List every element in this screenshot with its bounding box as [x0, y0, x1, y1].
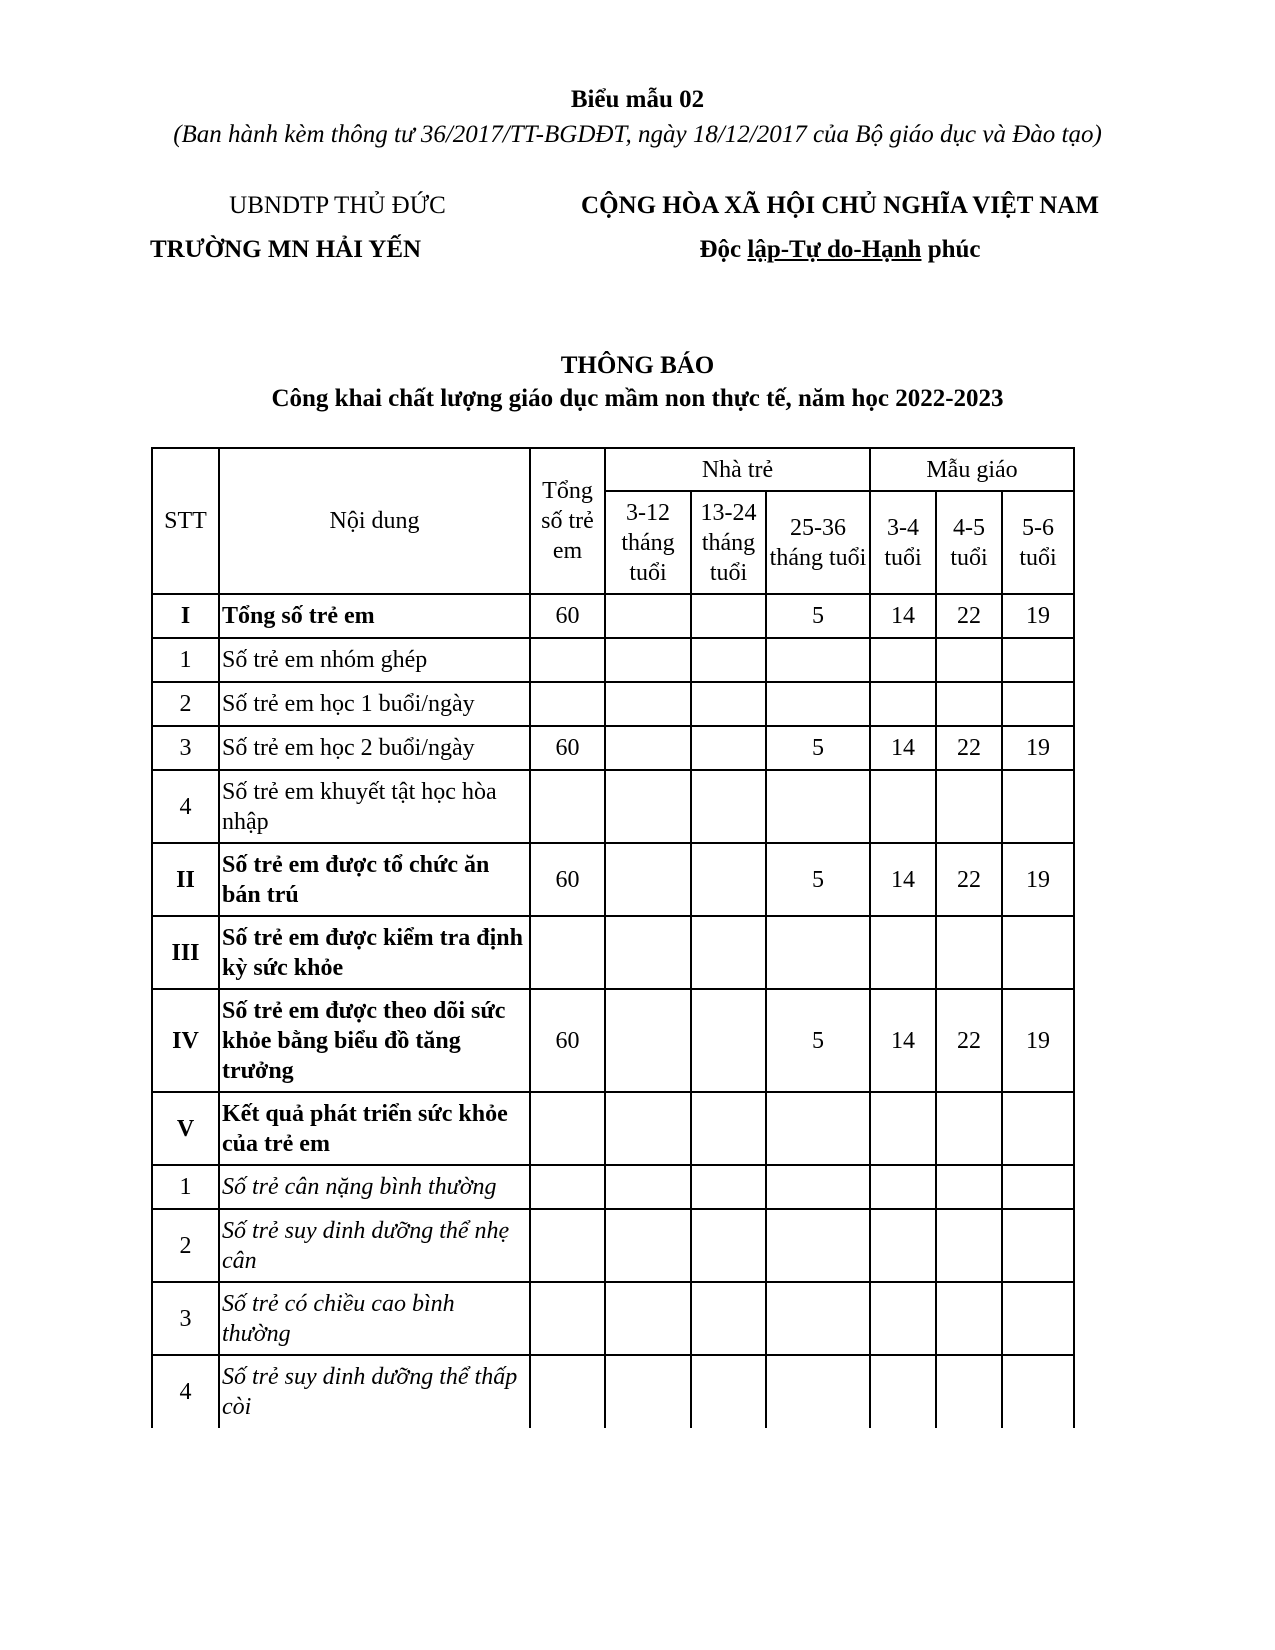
row-content: Số trẻ em được tổ chức ăn bán trú [219, 843, 530, 916]
row-value-c5 [936, 770, 1002, 843]
row-value-total: 60 [530, 843, 605, 916]
row-value-c6 [1002, 1092, 1074, 1165]
row-value-total [530, 1209, 605, 1282]
national-motto [555, 236, 1125, 264]
school-name: TRƯỜNG MN HẢI YẾN [150, 236, 422, 263]
row-value-c1 [605, 1209, 691, 1282]
table-row [152, 1282, 1074, 1355]
row-value-c3: 5 [766, 843, 870, 916]
header-total: Tổng số trẻ em [530, 448, 605, 594]
row-value-c1 [605, 638, 691, 682]
row-stt: 1 [152, 638, 219, 682]
header-age-25-36-months: 25-36 tháng tuổi [766, 491, 870, 594]
row-stt: II [152, 843, 219, 916]
row-stt: V [152, 1092, 219, 1165]
row-value-c3 [766, 1282, 870, 1355]
table-row [152, 1165, 1074, 1209]
row-value-c6 [1002, 1282, 1074, 1355]
row-value-c2 [691, 916, 766, 989]
form-title: Biểu mẫu 02 [570, 86, 705, 113]
table-row [152, 770, 1074, 843]
row-value-total: 60 [530, 989, 605, 1092]
row-value-c5 [936, 682, 1002, 726]
row-stt: 2 [152, 682, 219, 726]
row-content: Số trẻ em học 1 buổi/ngày [219, 682, 530, 726]
table-row [152, 989, 1074, 1092]
row-value-total [530, 1282, 605, 1355]
row-stt: 4 [152, 1355, 219, 1428]
row-value-c1 [605, 989, 691, 1092]
row-value-c1 [605, 1355, 691, 1428]
table-row [152, 594, 1074, 638]
row-value-c4: 14 [870, 843, 936, 916]
row-value-c6: 19 [1002, 843, 1074, 916]
header-kindergarten: Mẫu giáo [870, 448, 1074, 491]
row-value-c5 [936, 1092, 1002, 1165]
row-value-c2 [691, 989, 766, 1092]
row-content: Số trẻ em học 2 buổi/ngày [219, 726, 530, 770]
row-content: Số trẻ suy dinh dưỡng thể thấp còi [219, 1355, 530, 1428]
row-value-c6 [1002, 770, 1074, 843]
authority-name: UBNDTP THỦ ĐỨC [229, 192, 446, 219]
table-row [152, 1355, 1074, 1428]
row-content: Số trẻ cân nặng bình thường [219, 1165, 530, 1209]
header-age-3-4-years: 3-4 tuổi [870, 491, 936, 594]
header-age-3-12-months: 3-12 tháng tuổi [605, 491, 691, 594]
table-row [152, 682, 1074, 726]
row-value-c4 [870, 916, 936, 989]
row-value-c1 [605, 1092, 691, 1165]
motto-part-1: Độc [699, 236, 748, 263]
row-value-c6 [1002, 916, 1074, 989]
motto-part-3: phúc [921, 236, 981, 263]
table-row [152, 916, 1074, 989]
row-value-c3 [766, 1209, 870, 1282]
row-stt: 2 [152, 1209, 219, 1282]
table-row [152, 1209, 1074, 1282]
row-value-c2 [691, 638, 766, 682]
row-content: Số trẻ suy dinh dưỡng thể nhẹ cân [219, 1209, 530, 1282]
row-value-c4 [870, 1209, 936, 1282]
table-row [152, 726, 1074, 770]
row-value-c4 [870, 682, 936, 726]
row-value-c6 [1002, 638, 1074, 682]
row-value-c4 [870, 1355, 936, 1428]
row-value-total [530, 770, 605, 843]
row-value-c2 [691, 726, 766, 770]
row-value-c5: 22 [936, 594, 1002, 638]
row-value-c2 [691, 594, 766, 638]
row-value-c4: 14 [870, 726, 936, 770]
row-value-total: 60 [530, 594, 605, 638]
header-nursery: Nhà trẻ [605, 448, 870, 491]
row-value-c4 [870, 1282, 936, 1355]
row-value-c4: 14 [870, 594, 936, 638]
row-value-c3 [766, 1355, 870, 1428]
row-value-total [530, 1355, 605, 1428]
row-value-c5 [936, 916, 1002, 989]
row-value-c5 [936, 1282, 1002, 1355]
row-value-c3 [766, 916, 870, 989]
row-value-c2 [691, 770, 766, 843]
row-content: Số trẻ có chiều cao bình thường [219, 1282, 530, 1355]
row-value-total [530, 638, 605, 682]
country-name: CỘNG HÒA XÃ HỘI CHỦ NGHĨA VIỆT NAM [581, 192, 1099, 219]
row-value-c2 [691, 1165, 766, 1209]
row-stt: I [152, 594, 219, 638]
row-value-c5: 22 [936, 843, 1002, 916]
row-stt: 4 [152, 770, 219, 843]
row-value-c3 [766, 1092, 870, 1165]
table-row [152, 638, 1074, 682]
row-value-c1 [605, 843, 691, 916]
row-value-total: 60 [530, 726, 605, 770]
row-value-c1 [605, 594, 691, 638]
row-value-c3 [766, 1165, 870, 1209]
row-stt: IV [152, 989, 219, 1092]
row-value-c1 [605, 726, 691, 770]
row-value-c5: 22 [936, 989, 1002, 1092]
table-row [152, 1092, 1074, 1165]
row-value-c6 [1002, 1165, 1074, 1209]
row-value-c3 [766, 770, 870, 843]
row-value-c4 [870, 1092, 936, 1165]
form-subtitle: (Ban hành kèm thông tư 36/2017/TT-BGDĐT, ngày 18/12/2017 của Bộ giáo dục và Đào tạo) [173, 121, 1102, 148]
row-value-c6 [1002, 1209, 1074, 1282]
row-value-c5 [936, 1355, 1002, 1428]
row-value-c2 [691, 1355, 766, 1428]
row-value-c2 [691, 682, 766, 726]
row-stt: 3 [152, 1282, 219, 1355]
row-value-c5 [936, 1209, 1002, 1282]
row-value-c3: 5 [766, 594, 870, 638]
header-content: Nội dung [219, 448, 530, 594]
row-value-c2 [691, 1282, 766, 1355]
row-value-c3: 5 [766, 726, 870, 770]
row-value-total [530, 682, 605, 726]
table-row [152, 843, 1074, 916]
header-stt: STT [152, 448, 219, 594]
row-value-c3: 5 [766, 989, 870, 1092]
row-value-c6: 19 [1002, 989, 1074, 1092]
header-age-4-5-years: 4-5 tuổi [936, 491, 1002, 594]
row-value-c5 [936, 1165, 1002, 1209]
row-value-c6 [1002, 1355, 1074, 1428]
row-value-c2 [691, 1092, 766, 1165]
row-stt: 1 [152, 1165, 219, 1209]
row-value-c4 [870, 770, 936, 843]
notice-subtitle: Công khai chất lượng giáo dục mầm non thực tế, năm học 2022-2023 [271, 385, 1004, 412]
row-value-c5 [936, 638, 1002, 682]
row-value-c1 [605, 1165, 691, 1209]
row-value-c3 [766, 638, 870, 682]
row-value-total [530, 1165, 605, 1209]
notice-title: THÔNG BÁO [560, 352, 715, 379]
header-age-13-24-months: 13-24 tháng tuổi [691, 491, 766, 594]
row-value-c2 [691, 1209, 766, 1282]
row-value-c4 [870, 638, 936, 682]
row-content: Kết quả phát triển sức khỏe của trẻ em [219, 1092, 530, 1165]
row-content: Số trẻ em nhóm ghép [219, 638, 530, 682]
row-stt: III [152, 916, 219, 989]
row-value-c1 [605, 770, 691, 843]
row-value-c6: 19 [1002, 726, 1074, 770]
row-content: Số trẻ em được kiểm tra định kỳ sức khỏe [219, 916, 530, 989]
row-value-total [530, 1092, 605, 1165]
row-value-c1 [605, 1282, 691, 1355]
row-value-total [530, 916, 605, 989]
row-value-c1 [605, 682, 691, 726]
row-value-c4 [870, 1165, 936, 1209]
header-age-5-6-years: 5-6 tuổi [1002, 491, 1074, 594]
row-value-c5: 22 [936, 726, 1002, 770]
row-value-c2 [691, 843, 766, 916]
row-value-c1 [605, 916, 691, 989]
row-stt: 3 [152, 726, 219, 770]
row-content: Số trẻ em khuyết tật học hòa nhập [219, 770, 530, 843]
row-content: Tổng số trẻ em [219, 594, 530, 638]
row-value-c3 [766, 682, 870, 726]
row-value-c6 [1002, 682, 1074, 726]
quality-table [151, 447, 1075, 1428]
row-value-c4: 14 [870, 989, 936, 1092]
row-value-c6: 19 [1002, 594, 1074, 638]
motto-part-2: lập-Tự do-Hạnh [747, 236, 922, 263]
row-content: Số trẻ em được theo dõi sức khỏe bằng biểu đồ tăng trưởng [219, 989, 530, 1092]
